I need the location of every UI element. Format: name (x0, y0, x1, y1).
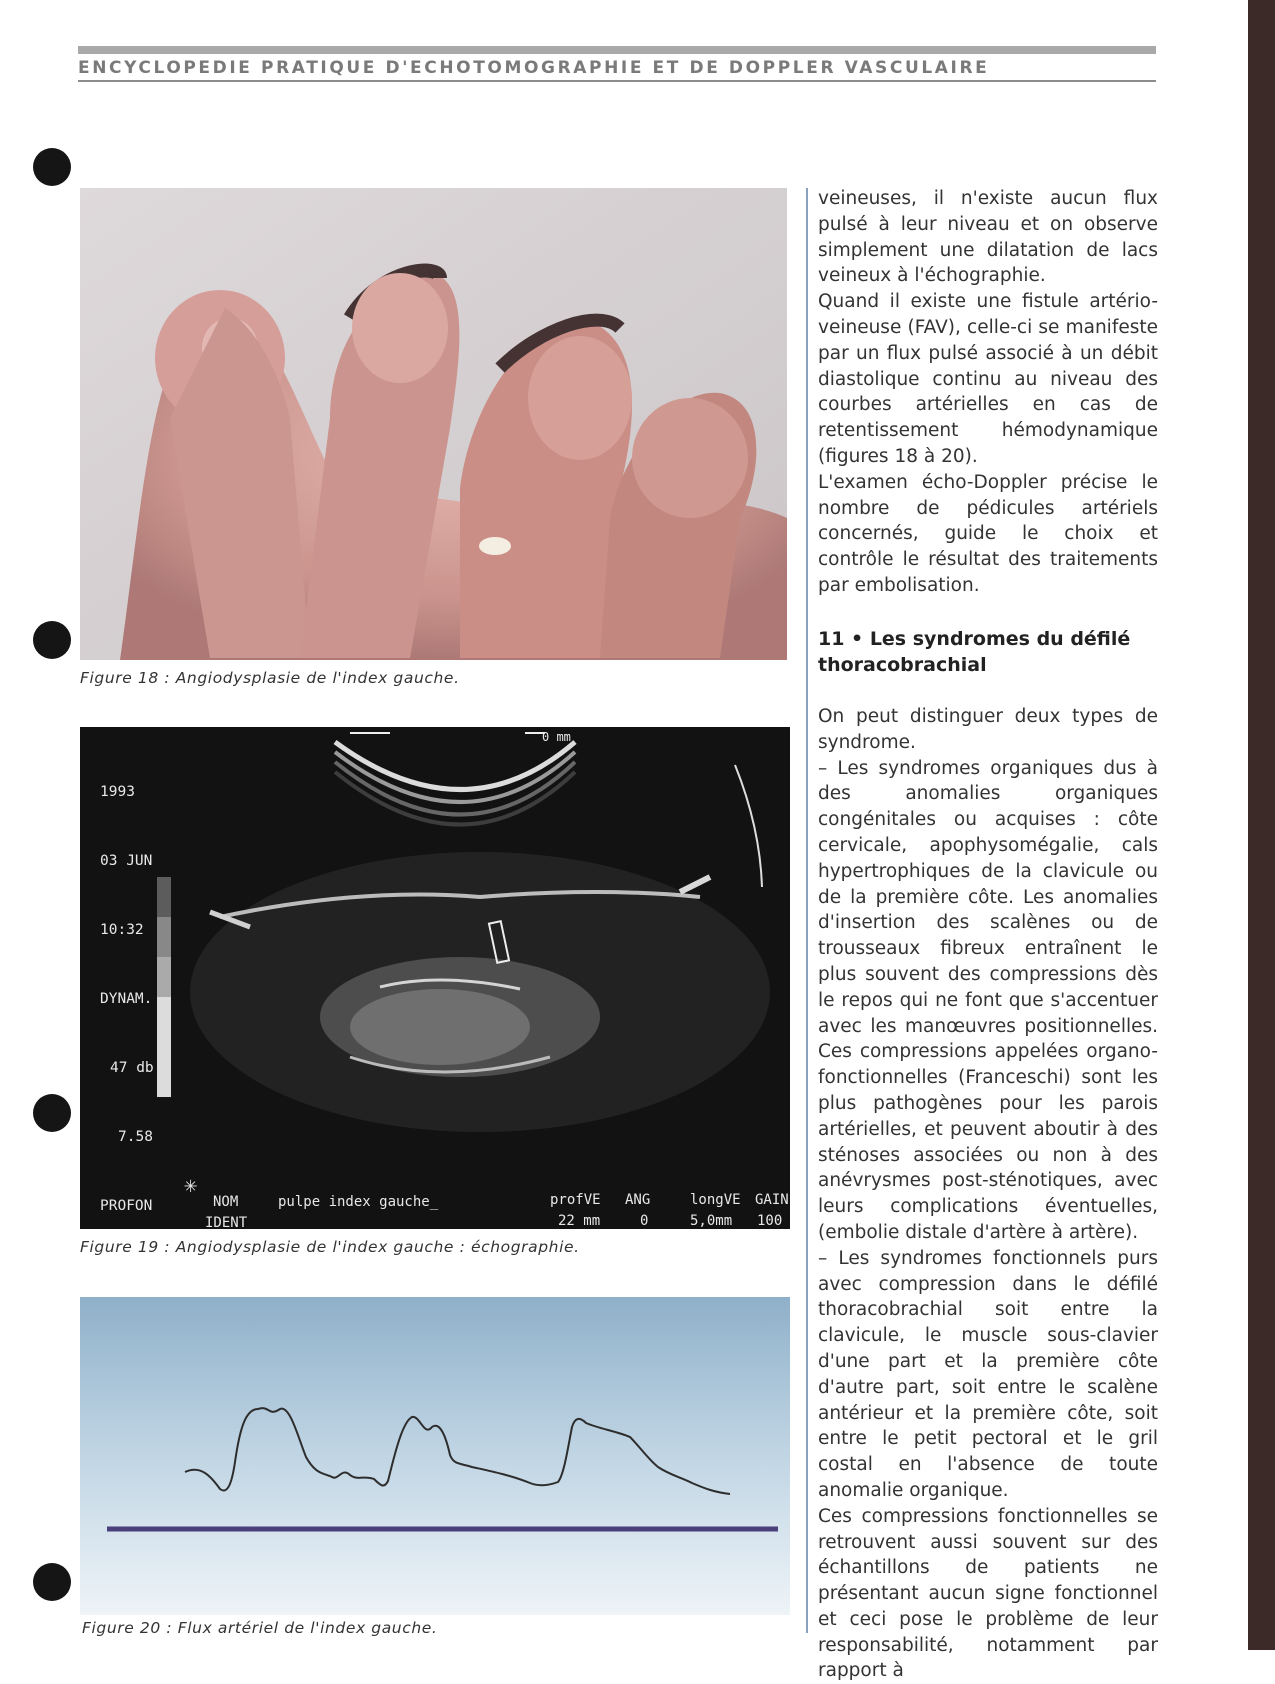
depth-marker: 0 mm (542, 730, 571, 744)
paragraph: L'examen écho-Doppler précise le nombre de pédicules artériels concernés, guide le choix et contrôle le résultat des traitements par embolisation. (818, 471, 1158, 596)
us-label: pulpe index gauche_ (278, 1194, 439, 1210)
ultrasound-settings-panel (100, 735, 154, 1229)
us-setting: 10:32 (100, 922, 144, 938)
us-setting: 7.58 (118, 1129, 153, 1145)
asterisk-icon: ✳ (184, 1173, 198, 1198)
header-rule (78, 80, 1156, 82)
hand-photo (80, 188, 787, 660)
figure-20-caption: Figure 20 : Flux artériel de l'index gauche. (82, 1619, 438, 1637)
us-setting: 03 JUN (100, 853, 153, 869)
us-gain-value: 100 (757, 1213, 783, 1229)
running-header: ENCYCLOPEDIE PRATIQUE D'ECHOTOMOGRAPHIE ET DE DOPPLER VASCULAIRE (78, 58, 990, 78)
figure-19-ultrasound (80, 727, 790, 1229)
binder-hole (33, 1563, 71, 1601)
ultrasound-image (80, 727, 790, 1229)
section-heading: 11 • Les syndromes du défilé thoracobrachial (818, 628, 1131, 676)
paragraph: On peut distinguer deux types de syndrome. (818, 706, 1158, 753)
paragraph: – Les syndromes organiques dus à des anomalies organiques congénitales ou acquises : côte cervicale, apophysomégalie, cals hypertrophiques de la clavicule ou de la première côte. Les anomalies d'insertion des scalènes ou de trousseaux fibreux entraînent le plus souvent des compressions dès le repos qui ne font que s'accentuer avec les manœuvres positionnelles. Ces compressions appelées organo-fonctionnelles (Franceschi) sont les plus pathogènes pour les parois artérielles, et peuvent aboutir à des sténoses associées ou non à des anévrysmes post-sténotiques, avec leurs complications éventuelles, (embolie distale d'artère à artère). (818, 757, 1158, 1243)
figure-20-doppler (80, 1297, 790, 1615)
paragraph: Quand il existe une fistule artério-veineuse (FAV), celle-ci se manifeste par un flux pulsé associé à un débit diastolique continu au niveau des courbes artérielles en cas de retentissement hémodynamique (figures 18 à 20). (818, 291, 1158, 467)
doppler-waveform-image (80, 1297, 790, 1615)
paragraph: – Les syndromes fonctionnels purs avec compression dans le défilé thoracobrachial soit entre la clavicule, le muscle sous-clavier d'une part et la première côte d'autre part, soit entre le scalène antérieur et la première côte, soit entre le petit pectoral et le gril costal en l'absence de toute anomalie organique. (818, 1247, 1158, 1501)
column-rule (806, 188, 808, 1633)
us-profve-label: profVE (550, 1192, 601, 1208)
us-ident: IDENT (205, 1215, 248, 1229)
body-column-top (818, 186, 1158, 599)
page-edge-shadow (1248, 0, 1275, 1650)
us-longve-label: longVE (690, 1192, 741, 1208)
paragraph: veineuses, il n'existe aucun flux pulsé à leur niveau et on observe simplement une dilatation de lacs veineux à l'échographie. (818, 188, 1158, 287)
us-ang-value: 0 (640, 1213, 649, 1229)
us-setting: 47 db (110, 1060, 154, 1076)
binder-hole (33, 1094, 71, 1132)
binder-hole (33, 621, 71, 659)
paragraph: Ces compressions fonctionnelles se retrouvent aussi souvent sur des échantillons de patients ne présentant aucun signe fonctionnel et ceci pose le problème de leur responsabilité, notamment par rapport à (818, 1505, 1158, 1682)
binder-hole (33, 148, 71, 186)
body-column-bottom (818, 704, 1158, 1684)
us-setting: DYNAM. (100, 991, 153, 1007)
figure-18-photo (80, 188, 787, 660)
us-setting: 1993 (100, 784, 135, 800)
us-setting: PROFON (100, 1198, 153, 1214)
figure-18-caption: Figure 18 : Angiodysplasie de l'index gauche. (80, 669, 460, 687)
header-bar (78, 46, 1156, 54)
us-ang-label: ANG (625, 1192, 651, 1208)
us-longve-value: 5,0mm (690, 1213, 733, 1229)
figure-19-caption: Figure 19 : Angiodysplasie de l'index gauche : échographie. (80, 1238, 580, 1256)
us-nom: NOM (213, 1194, 239, 1210)
us-gain-label: GAIN (755, 1192, 789, 1208)
us-profve-value: 22 mm (558, 1213, 601, 1229)
